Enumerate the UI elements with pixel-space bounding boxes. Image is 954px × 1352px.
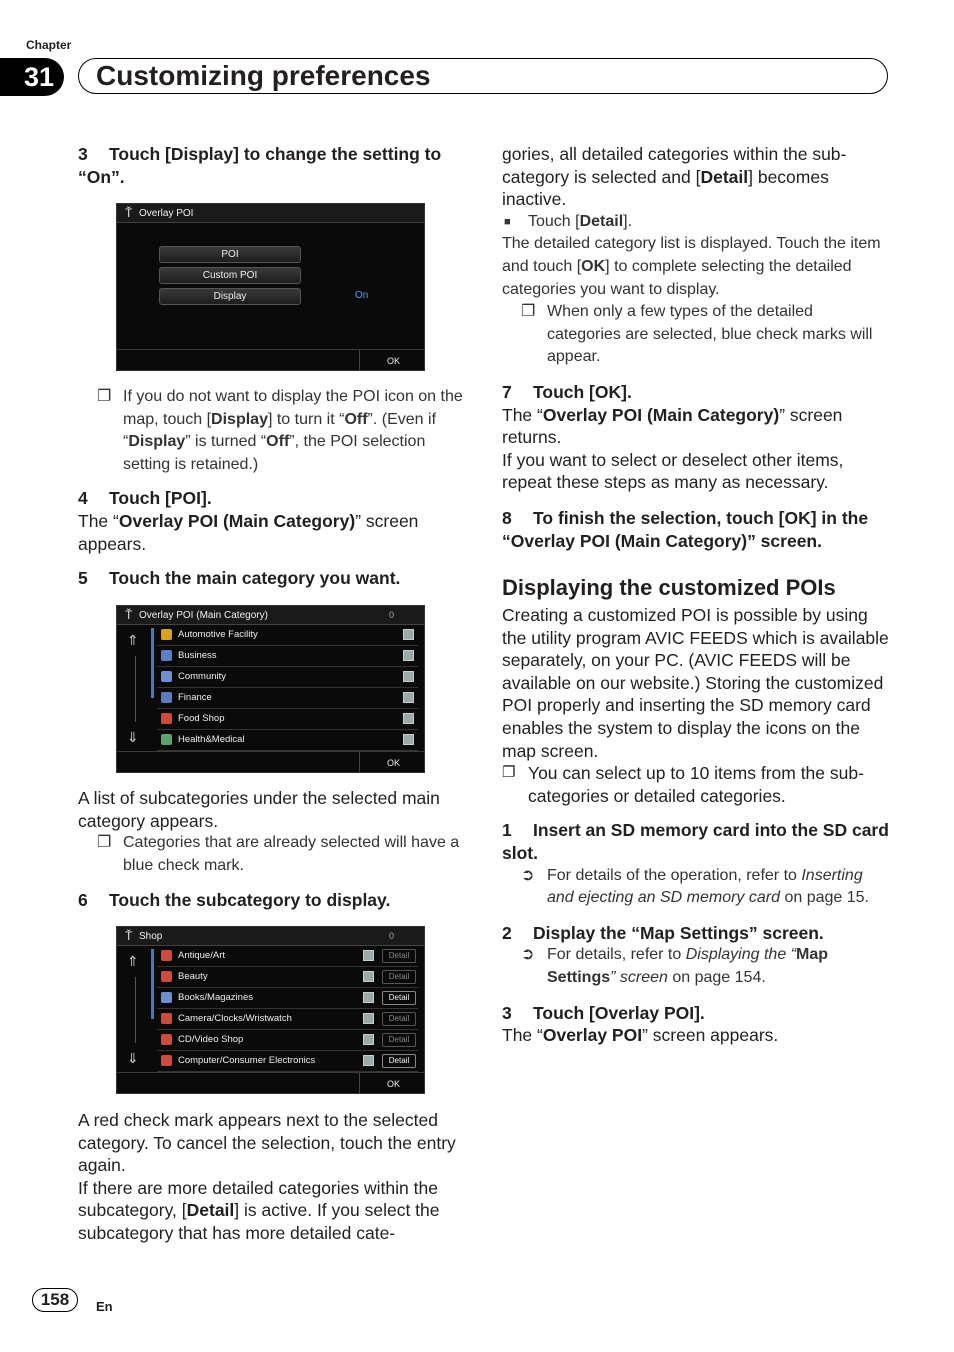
list-item[interactable]: Computer/Consumer Electronics Detail [157,1052,418,1072]
bank-icon [161,692,172,703]
checkbox-icon [363,1055,374,1066]
step-7-body: The “Overlay POI (Main Category)” screen returns. [502,404,843,448]
checkbox-icon [403,734,414,745]
checkbox-icon [363,1013,374,1024]
checkbox-icon [363,971,374,982]
step-map-settings: 2 Display the “Map Settings” screen. [502,922,824,943]
ok-bar [117,751,424,772]
note-checkbox-icon: ❐ [97,834,112,852]
left-column-3 [78,787,466,912]
ok-bar [117,1072,424,1093]
ok-divider [359,1073,360,1093]
scroll-down-icon[interactable]: ⇓ [127,1050,139,1066]
screen-title: Overlay POI (Main Category) [139,610,268,621]
left-column-2 [78,386,466,590]
screen-title-bar [117,606,424,625]
building-icon [161,650,172,661]
list-item[interactable]: Antique/Art Detail [157,947,418,967]
arrow-reference-icon: ➲ [521,946,535,964]
note-detailed-categories: ❐ When only a few types of the detailed categories are selected, blue check marks will appear. [521,303,873,366]
shop-icon [161,1034,172,1045]
note-checkbox-icon: ❐ [502,764,516,782]
ok-button[interactable]: OK [386,758,400,768]
step-overlay-poi-body: The “Overlay POI” screen appears. [502,1025,779,1046]
shop-icon [161,1055,172,1066]
checkbox-icon [403,629,414,640]
step-3: 3 Touch [Display] to change the setting to “On”. [78,144,442,187]
list-item[interactable]: Automotive Facility [157,626,418,646]
scrollbar[interactable] [123,949,147,1071]
checkbox-icon [403,713,414,724]
screenshot-overlay-poi [116,203,425,371]
scroll-up-icon[interactable]: ⇑ [127,632,139,648]
after-step-5: A list of subcategories under the selected main category appears. [78,788,440,831]
detail-button[interactable]: Detail [382,991,416,1005]
after-step-6-detail: If there are more detailed categories within the subcategory, [Detail] is active. If you select the subcategory that has more detailed cate- [78,1177,440,1243]
section-body: Creating a customized POI is possible by using the utility program AVIC FEEDS which is available separately, on your PC. (AVIC FEEDS will be available on our website.) Storing the customized POI properly and inserting the SD memory card enables the system to display the icons on the map screen. [502,605,889,761]
logo-icon: Ť [125,206,133,220]
food-icon [161,713,172,724]
poi-button[interactable]: POI [159,246,301,263]
list-item[interactable]: Food Shop [157,710,418,730]
book-icon [161,992,172,1003]
arrow-reference-icon: ➲ [521,866,535,884]
language-label: En [96,1299,113,1314]
section-heading: Displaying the customized POIs [502,575,836,601]
ok-divider [359,752,360,772]
chapter-title: Customizing preferences [96,60,431,91]
ok-divider [359,350,360,370]
screen-title-bar [117,927,424,946]
shop-icon [161,971,172,982]
ok-bar [117,349,424,370]
note-checkbox-icon: ❐ [521,303,536,321]
bullet-touch-detail: ■ Touch [Detail]. [502,211,890,234]
list-item[interactable]: Beauty Detail [157,968,418,988]
list-item[interactable]: Health&Medical [157,731,418,751]
continued-text: gories, all detailed categories within the sub-category is selected and [Detail] becomes inactive. [502,144,847,210]
scroll-up-icon[interactable]: ⇑ [127,953,139,969]
car-icon [161,629,172,640]
list-item[interactable]: Camera/Clocks/Wristwatch Detail [157,1010,418,1030]
screen-title-bar [117,204,424,223]
screen-title: Shop [139,931,163,942]
logo-icon: Ť [125,929,133,943]
list-item[interactable]: Business [157,647,418,667]
note-blue-check: ❐ Categories that are already selected will have a blue check mark. [97,834,460,874]
chapter-number: 31 [0,58,64,96]
shop-icon [161,950,172,961]
scroll-thumb [151,628,154,698]
detail-button[interactable]: Detail [382,949,416,963]
screenshot-shop [116,926,425,1094]
list-item[interactable]: CD/Video Shop Detail [157,1031,418,1051]
logo-icon: Ť [125,608,133,622]
checkbox-icon [403,650,414,661]
detail-button[interactable]: Detail [382,1054,416,1068]
note-10-items: ❐ You can select up to 10 items from the sub-categories or detailed categories. [502,763,864,806]
left-column-4 [78,1109,466,1245]
ok-button[interactable]: OK [386,356,400,366]
selection-count: 0 [388,931,394,941]
note-checkbox-icon: ❐ [97,388,112,405]
scrollbar[interactable] [123,628,147,750]
after-step-6: A red check mark appears next to the selected category. To cancel the selection, touch the entry again. [78,1110,456,1176]
checkbox-icon [403,671,414,682]
bullet-body: The detailed category list is displayed. Touch the item and touch [OK] to complete selecting the detailed categories you want to display. [502,235,881,298]
note-display-off: ❐ If you do not want to display the POI icon on the map, touch [Display] to turn it “Off”. (Even if “Display” is turned “Off”, the POI selection setting is retained.) [97,388,463,473]
left-column [78,143,466,188]
ref-sd-card: ➲ For details of the operation, refer to Inserting and ejecting an SD memory card on page 15. [521,866,869,907]
checkbox-icon [363,950,374,961]
detail-button[interactable]: Detail [382,1033,416,1047]
square-bullet-icon: ■ [504,215,511,228]
checkbox-icon [403,692,414,703]
screenshot-main-category [116,605,425,773]
detail-button[interactable]: Detail [382,970,416,984]
chapter-label: Chapter [26,38,72,52]
checkbox-icon [363,992,374,1003]
display-button[interactable]: Display [159,288,301,305]
step-insert-sd: 1 Insert an SD memory card into the SD card slot. [502,820,889,864]
community-icon [161,671,172,682]
step-overlay-poi: 3 Touch [Overlay POI]. [502,1002,705,1023]
scroll-thumb [151,949,154,1019]
detail-button[interactable]: Detail [382,1012,416,1026]
step-5: 5 Touch the main category you want. [78,568,401,589]
scroll-down-icon[interactable]: ⇓ [127,729,139,745]
step-7-body-2: If you want to select or deselect other items, repeat these steps as many as necessary. [502,449,844,493]
shop-icon [161,1013,172,1024]
list-item[interactable]: Finance [157,689,418,709]
step-4-body: The “Overlay POI (Main Category)” screen appears. [78,510,419,554]
ok-button[interactable]: OK [386,1079,400,1089]
checkbox-icon [363,1034,374,1045]
screen-title: Overlay POI [139,208,194,219]
ref-map-settings: ➲ For details, refer to Displaying the “Map Settings” screen on page 154. [521,946,828,986]
page-number: 158 [32,1288,78,1312]
custom-poi-button[interactable]: Custom POI [159,267,301,284]
list-item[interactable]: Community [157,668,418,688]
right-column [502,143,890,1047]
selection-count: 0 [388,610,394,620]
list-item[interactable]: Books/Magazines Detail [157,989,418,1009]
step-7: 7 Touch [OK]. [502,381,632,402]
step-8: 8 To finish the selection, touch [OK] in the “Overlay POI (Main Category)” screen. [502,507,869,551]
step-4: 4 Touch [POI]. [78,488,212,509]
display-value: On [355,290,369,301]
medical-icon [161,734,172,745]
step-6: 6 Touch the subcategory to display. [78,890,391,911]
